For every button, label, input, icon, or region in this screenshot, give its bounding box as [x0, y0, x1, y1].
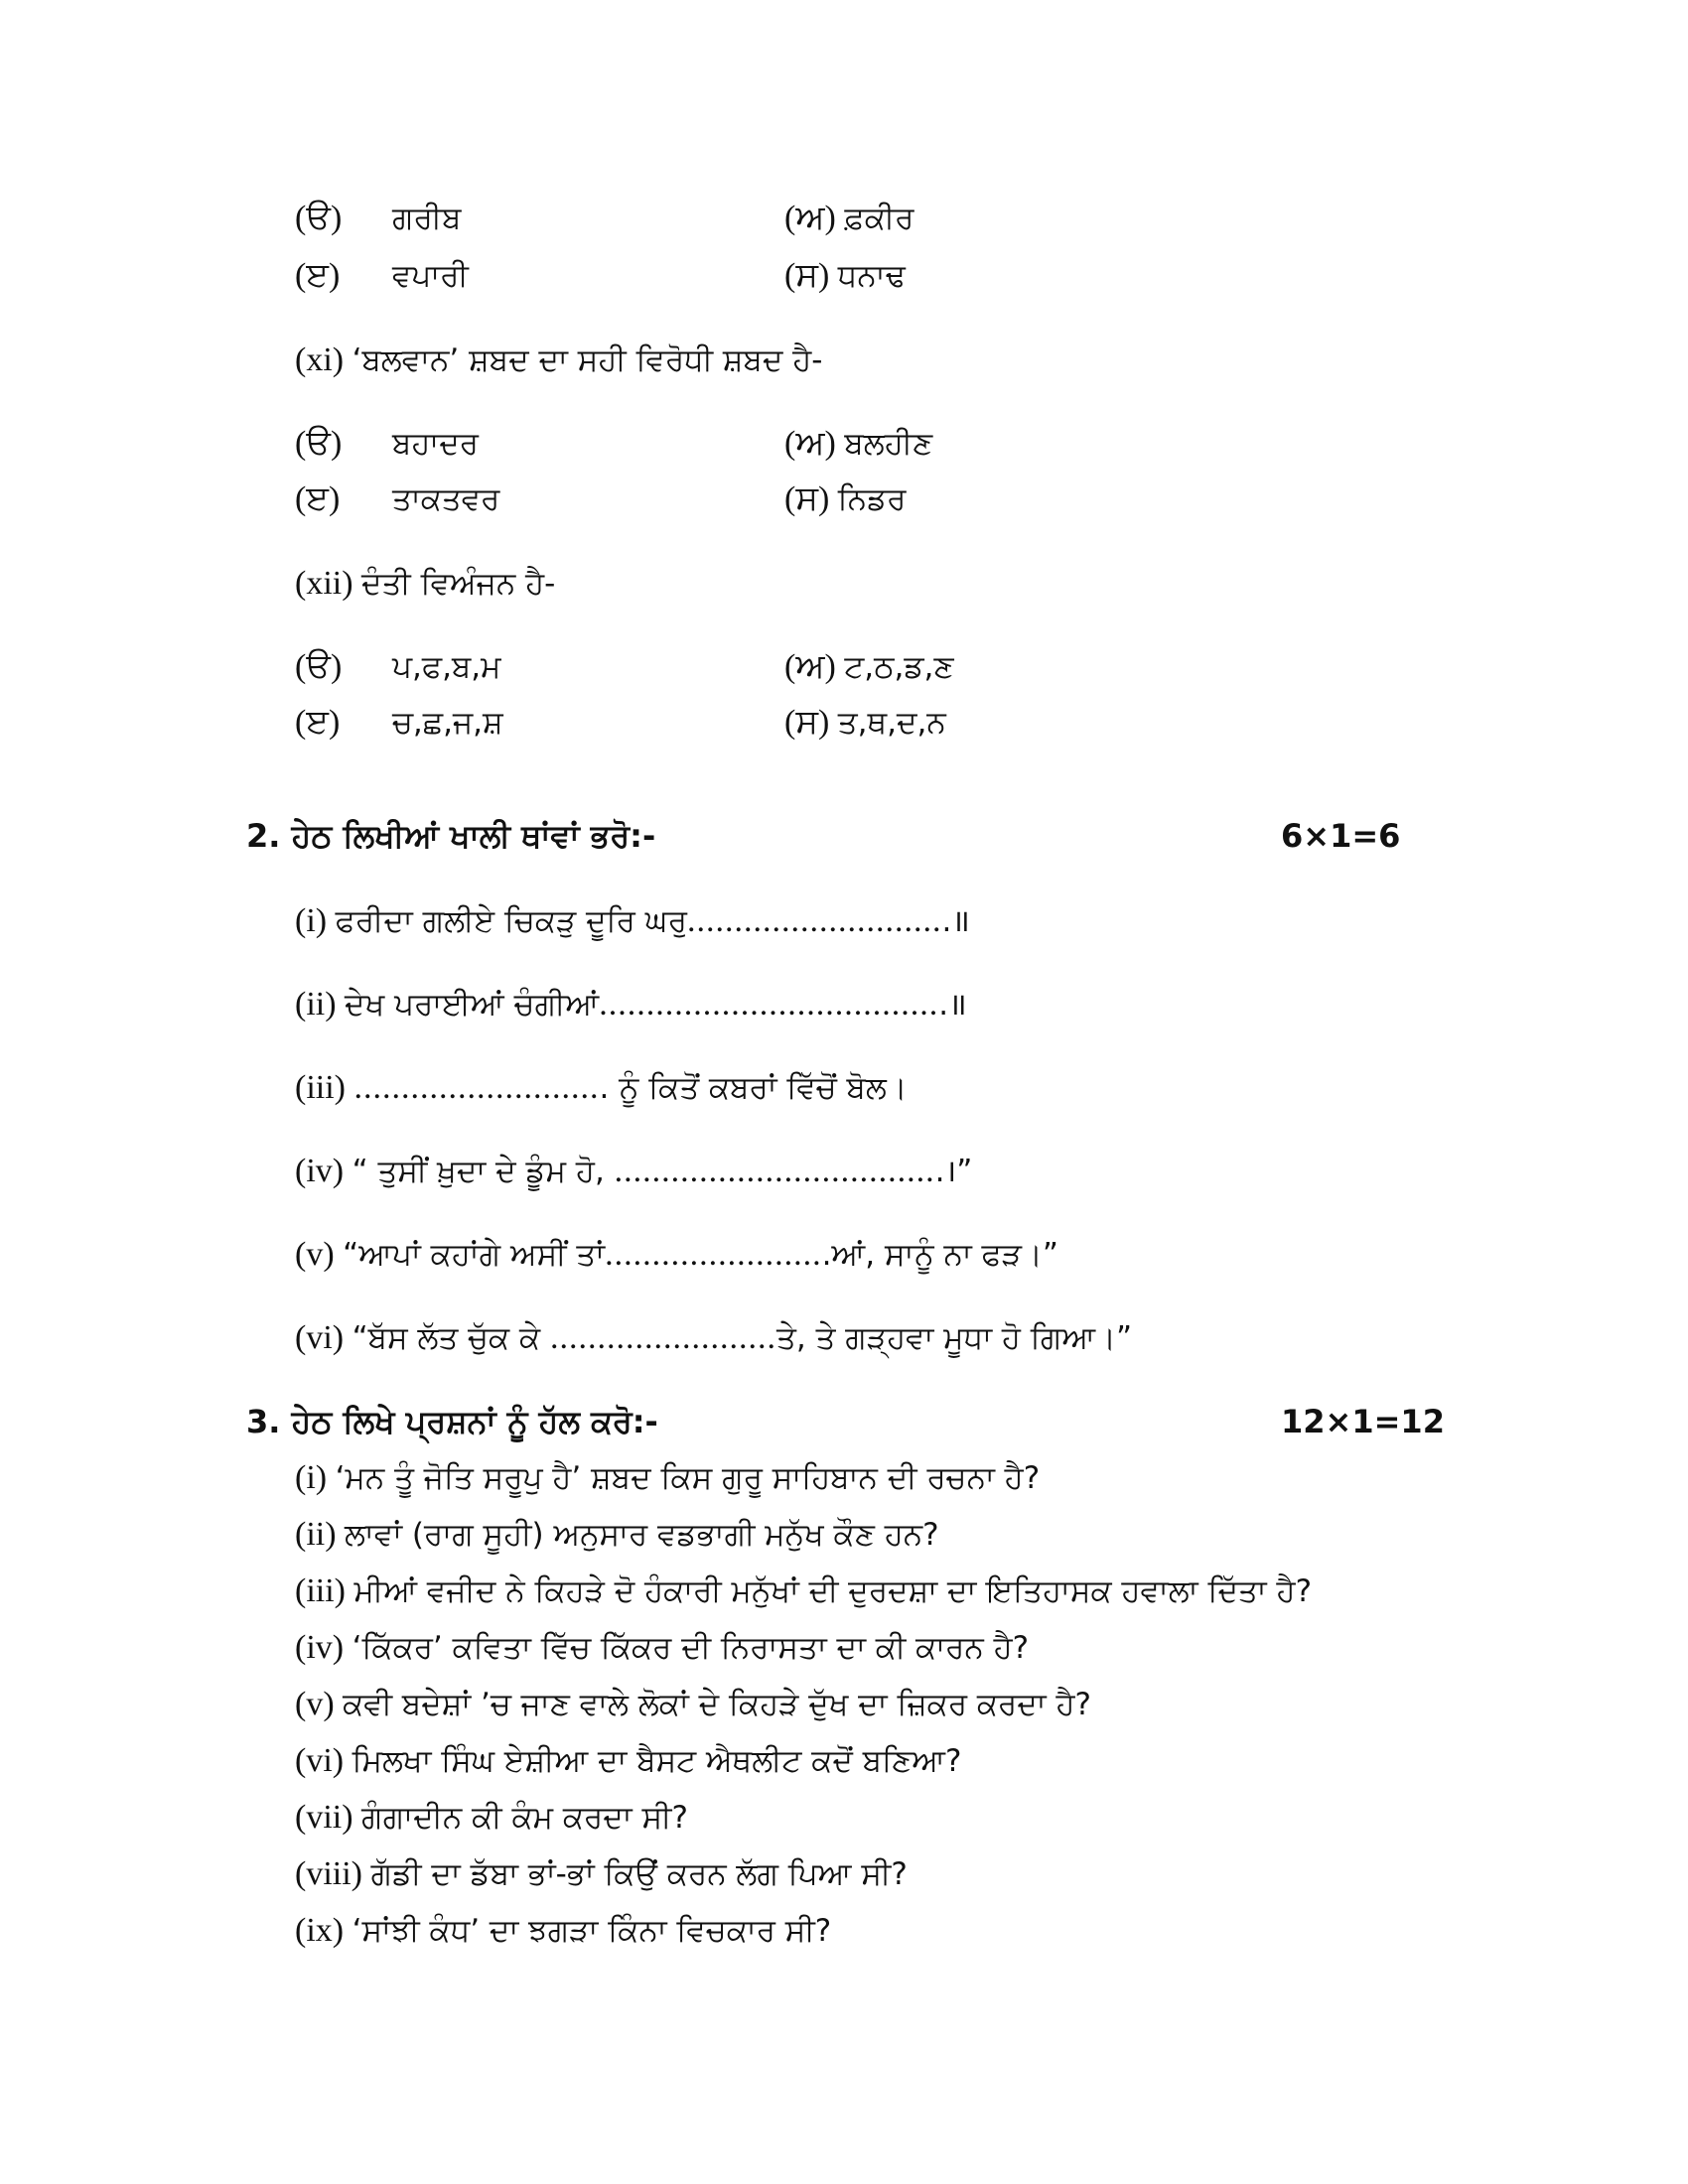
- section-heading: 3. ਹੇਠ ਲਿਖੇ ਪ੍ਰਸ਼ਨਾਂ ਨੂੰ ਹੱਲ ਕਰੋ:-: [246, 1403, 658, 1440]
- option-row: [784, 647, 954, 687]
- question-number: (vii): [295, 1799, 353, 1836]
- item-text-after: .ਆਂ, ਸਾਨੂੰ ਨਾ ਫੜ।”: [821, 1237, 1058, 1273]
- option-row: [295, 199, 342, 238]
- question-item: [295, 1628, 1029, 1668]
- option-label: (ੲ): [295, 704, 341, 741]
- option-label: (ੲ): [295, 257, 341, 294]
- question-number: (i): [295, 1459, 328, 1496]
- question-text: ਕਵੀ ਬਦੇਸ਼ਾਂ ’ਚ ਜਾਣ ਵਾਲੇ ਲੋਕਾਂ ਦੇ ਕਿਹੜੇ ਦੁੱਖ ਦਾ ਜ਼ਿਕਰ ਕਰਦਾ ਹੈ?: [343, 1687, 1091, 1722]
- question-number: (iv): [295, 1629, 345, 1666]
- item-text-after: .॥: [941, 903, 970, 939]
- item-number: (vi): [295, 1319, 345, 1356]
- option-label: (ਸ): [784, 257, 830, 294]
- item-text-before: ਦੇਖ ਪਰਾਈਆਂ ਚੰਗੀਆਂ: [345, 987, 600, 1023]
- question-number: (ix): [295, 1912, 345, 1949]
- blank-line: ........................: [550, 1319, 777, 1356]
- question-text: ‘ਕਿੱਕਰ’ ਕਵਿਤਾ ਵਿੱਚ ਕਿੱਕਰ ਦੀ ਨਿਰਾਸਤਾ ਦਾ ਕੀ ਕਾਰਨ ਹੈ?: [352, 1630, 1030, 1666]
- option-label: (ੲ): [295, 480, 341, 517]
- option-label: (ਅ): [784, 425, 836, 462]
- question-item: [295, 1854, 908, 1894]
- question-text: ਦੰਤੀ ਵਿਅੰਜਨ ਹੈ-: [361, 566, 556, 602]
- fill-blank-item: [295, 985, 967, 1024]
- item-text-after: .।”: [934, 1154, 973, 1189]
- option-label: (ੳ): [295, 425, 343, 462]
- option-text: ਤਾਕਤਵਰ: [392, 481, 500, 517]
- option-label: (ਸ): [784, 704, 830, 741]
- blank-line: ....................................: [599, 986, 939, 1023]
- question-stem: [295, 341, 822, 380]
- blank-line: ..........................: [353, 1069, 600, 1106]
- blank-line: ...........................: [686, 902, 942, 939]
- option-row: [295, 256, 340, 296]
- option-text: ਨਿਡਰ: [837, 481, 907, 517]
- question-text: ਗੱਡੀ ਦਾ ਡੱਬਾ ਭਾਂ-ਭਾਂ ਕਿਉਂ ਕਰਨ ਲੱਗ ਪਿਆ ਸੀ?: [370, 1856, 908, 1892]
- item-number: (i): [295, 902, 328, 939]
- blank-line: .......................: [605, 1236, 822, 1273]
- option-label: (ਅ): [784, 200, 836, 236]
- option-label: (ੳ): [295, 200, 343, 236]
- blank-line: ..................................: [614, 1153, 935, 1189]
- option-text: ਗਰੀਬ: [392, 201, 462, 236]
- option-row: [784, 703, 946, 743]
- option-text: ਚ,ਛ,ਜ,ਸ਼: [392, 705, 503, 741]
- item-text-before: “ ਤੁਸੀਂ ਖ਼ੁਦਾ ਦੇ ਡੂੰਮ ਹੋ,: [352, 1154, 615, 1189]
- question-text: ‘ਸਾਂਝੀ ਕੰਧ’ ਦਾ ਝਗੜਾ ਕਿੰਨਾ ਵਿਚਕਾਰ ਸੀ?: [352, 1913, 832, 1949]
- question-number: (vi): [295, 1742, 345, 1779]
- item-number: (iii): [295, 1069, 346, 1106]
- question-item: [295, 1458, 1040, 1498]
- question-text: ਗੰਗਾਦੀਨ ਕੀ ਕੰਮ ਕਰਦਾ ਸੀ?: [361, 1800, 688, 1836]
- option-row: [784, 256, 906, 296]
- question-item: [295, 1911, 831, 1951]
- option-text: ਵਪਾਰੀ: [392, 258, 469, 294]
- section-marks: 12×1=12: [1281, 1403, 1445, 1440]
- question-number: (viii): [295, 1855, 362, 1892]
- option-text: ਤ,ਥ,ਦ,ਨ: [837, 705, 946, 741]
- option-row: [784, 479, 907, 519]
- question-number: (xii): [295, 565, 353, 602]
- option-label: (ਸ): [784, 480, 830, 517]
- section-marks: 6×1=6: [1281, 817, 1401, 855]
- option-label: (ੳ): [295, 648, 343, 685]
- question-text: ਮੀਆਂ ਵਜੀਦ ਨੇ ਕਿਹੜੇ ਦੋ ਹੰਕਾਰੀ ਮਨੁੱਖਾਂ ਦੀ ਦੁਰਦਸ਼ਾ ਦਾ ਇਤਿਹਾਸਕ ਹਵਾਲਾ ਦਿੱਤਾ ਹੈ?: [353, 1573, 1313, 1609]
- question-text: ਮਿਲਖਾ ਸਿੰਘ ਏਸ਼ੀਆ ਦਾ ਬੈਸਟ ਐਥਲੀਟ ਕਦੋਂ ਬਣਿਆ?: [352, 1743, 962, 1779]
- fill-blank-item: [295, 1235, 1058, 1275]
- question-number: (v): [295, 1686, 335, 1722]
- question-stem: [295, 564, 555, 604]
- question-item: [295, 1798, 688, 1838]
- item-number: (ii): [295, 986, 337, 1023]
- option-text: ਫ਼ਕੀਰ: [844, 201, 914, 236]
- question-text: ਲਾਵਾਂ (ਰਾਗ ਸੂਹੀ) ਅਨੁਸਾਰ ਵਡਭਾਗੀ ਮਨੁੱਖ ਕੌਣ ਹਨ?: [345, 1517, 939, 1553]
- item-number: (iv): [295, 1153, 345, 1189]
- question-item: [295, 1685, 1091, 1724]
- item-number: (v): [295, 1236, 335, 1273]
- section-heading: 2. ਹੇਠ ਲਿਖੀਆਂ ਖਾਲੀ ਥਾਂਵਾਂ ਭਰੋ:-: [246, 817, 656, 855]
- question-item: [295, 1741, 961, 1781]
- item-text-before: “ਆਪਾਂ ਕਹਾਂਗੇ ਅਸੀਂ ਤਾਂ: [343, 1237, 606, 1273]
- question-text: ‘ਬਲਵਾਨ’ ਸ਼ਬਦ ਦਾ ਸਹੀ ਵਿਰੋਧੀ ਸ਼ਬਦ ਹੈ-: [352, 342, 823, 378]
- question-number: (iii): [295, 1572, 346, 1609]
- fill-blank-item: [295, 1318, 1132, 1358]
- fill-blank-item: [295, 1068, 908, 1108]
- question-number: (ii): [295, 1516, 337, 1553]
- option-text: ਧਨਾਢ: [837, 258, 906, 294]
- option-text: ਬਲਹੀਣ: [844, 426, 933, 462]
- option-row: [784, 424, 932, 464]
- option-text: ਪ,ਫ,ਬ,ਮ: [392, 649, 501, 685]
- fill-blank-item: [295, 901, 970, 941]
- item-text-after: .॥: [938, 987, 967, 1023]
- question-item: [295, 1571, 1312, 1611]
- option-text: ਬਹਾਦਰ: [392, 426, 479, 462]
- item-text-after: . ਨੂੰ ਕਿਤੋਂ ਕਬਰਾਂ ਵਿੱਚੋਂ ਬੋਲ।: [599, 1070, 908, 1106]
- question-item: [295, 1515, 939, 1555]
- fill-blank-item: [295, 1152, 972, 1191]
- item-text-after: ਤੇ, ਤੇ ਗੜ੍ਹਵਾ ਮੂਧਾ ਹੋ ਗਿਆ।”: [776, 1320, 1133, 1356]
- question-text: ‘ਮਨ ਤੂੰ ਜੋਤਿ ਸਰੂਪੁ ਹੈ’ ਸ਼ਬਦ ਕਿਸ ਗੁਰੂ ਸਾਹਿਬਾਨ ਦੀ ਰਚਨਾ ਹੈ?: [335, 1460, 1041, 1496]
- item-text-before: ਫਰੀਦਾ ਗਲੀਏ ਚਿਕੜੁ ਦੂਰਿ ਘਰੁ: [335, 903, 687, 939]
- option-label: (ਅ): [784, 648, 836, 685]
- option-row: [784, 199, 914, 238]
- question-number: (xi): [295, 341, 345, 378]
- item-text-before: “ਬੱਸ ਲੱਤ ਚੁੱਕ ਕੇ: [352, 1320, 551, 1356]
- option-text: ਟ,ਠ,ਡ,ਣ: [844, 649, 954, 685]
